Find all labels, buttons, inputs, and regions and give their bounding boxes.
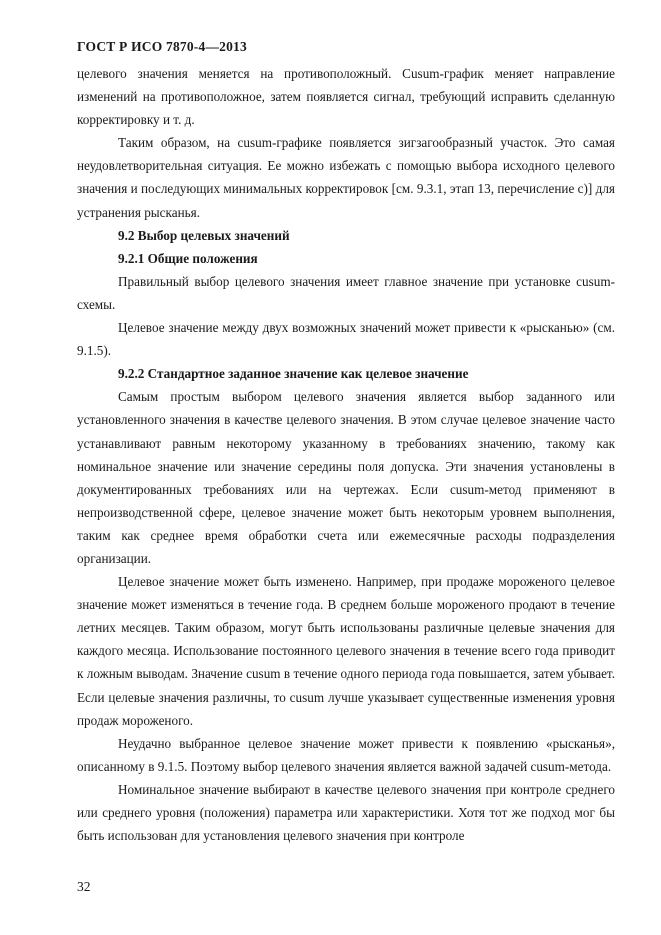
subsection-heading: 9.2.1 Общие положения [118, 250, 258, 266]
section-heading: 9.2 Выбор целевых значений [118, 227, 290, 243]
paragraph-continues-next-page: Номинальное значение выбирают в качестве целевого значения при контроле среднего или среднего уровня (положения) параметра или характеристики. Хотя тот же подход мог бы быть использован для установления целевого значения при контроле [77, 781, 615, 844]
paragraph: Самым простым выбором целевого значения является выбор заданного или установленного значения в качестве целевого значения. В этом случае целевое значение часто устанавливают равным некоторому указанному в требованиях значению, такому как номинальное значение или значение середины поля допуска. Эти значения установлены в документированных требованиях или на чертежах. Если cusum-метод применяют в непроизводственной сфере, целевое значение может быть некоторым уровнем выполнения, таким как среднее время обработки счета или ежемесячные расходы подразделения организации. [77, 389, 615, 566]
page-body [77, 62, 615, 847]
subsection-heading: 9.2.2 Стандартное заданное значение как целевое значение [118, 366, 469, 382]
paragraph: Неудачно выбранное целевое значение может привести к появлению «рысканья», описанному в 9.1.5. Поэтому выбор целевого значения является важной задачей cusum-метода. [77, 735, 615, 774]
page-number: 32 [77, 879, 91, 894]
paragraph-continuation: целевого значения меняется на противоположный. Cusum-график меняет направление изменений на противоположное, затем появляется сигнал, требующий исправить сделанную корректировку и т. д. [77, 66, 615, 128]
paragraph: Правильный выбор целевого значения имеет главное значение при установке cusum-схемы. [77, 273, 615, 312]
paragraph: Целевое значение между двух возможных значений может привести к «рысканью» (см. 9.1.5). [77, 320, 615, 359]
document-header: ГОСТ Р ИСО 7870-4—2013 [77, 39, 247, 54]
paragraph: Таким образом, на cusum-графике появляется зигзагообразный участок. Это самая неудовлетворительная ситуация. Ее можно избежать с помощью выбора исходного целевого значения и последующих минимальных корректировок [см. 9.3.1, этап 13, перечисление с)] для устранения рысканья. [77, 135, 615, 220]
paragraph: Целевое значение может быть изменено. Например, при продаже мороженого целевое значение может изменяться в течение года. В среднем больше мороженого продают в течение летних месяцев. Таким образом, могут быть использованы различные целевые значения для каждого месяца. Использование постоянного целевого значения в течение всего года приводит к ложным выводам. Значение cusum в течение одного периода года повышается, затем убывает. Если целевые значения различны, то cusum лучше указывает существенные изменения уровня продаж мороженого. [77, 574, 615, 728]
